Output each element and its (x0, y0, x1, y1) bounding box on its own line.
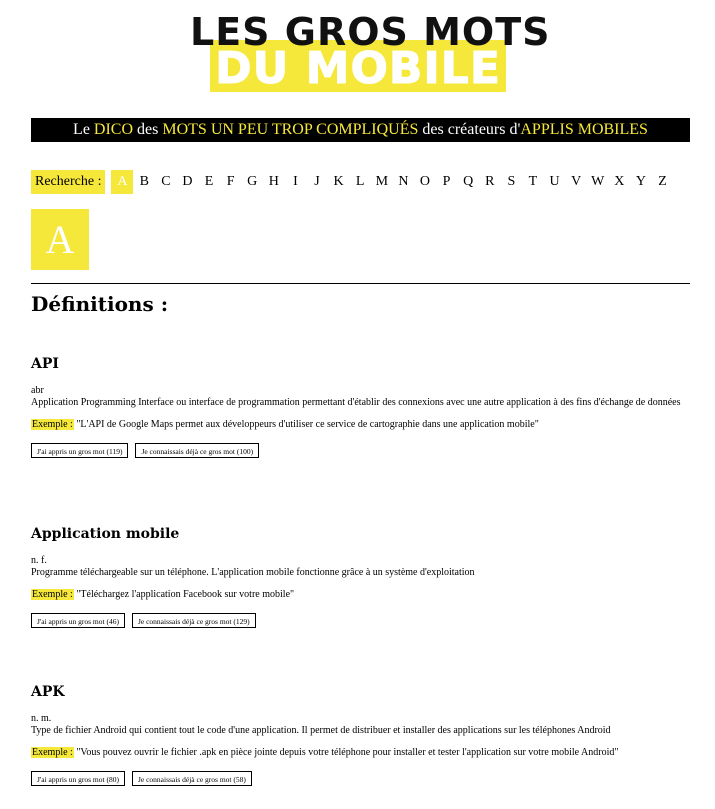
entry-term: API (31, 356, 59, 372)
letter-link-n[interactable]: N (398, 174, 409, 189)
entry-term: Application mobile (31, 526, 180, 542)
letter-link-z[interactable]: Z (658, 174, 667, 189)
alphabet-nav (111, 170, 673, 194)
letter-link-k[interactable]: K (333, 174, 344, 189)
tagline-text-2: des (133, 121, 163, 138)
definitions-heading: Définitions : (31, 292, 169, 316)
entry-vote-buttons (31, 613, 690, 628)
entry-example (31, 747, 690, 759)
tagline-banner (31, 118, 690, 142)
letter-search-bar (31, 170, 673, 194)
letter-link-y[interactable]: Y (635, 174, 646, 189)
entry-definition: Type de fichier Android qui contient tout le code d'une application. Il permet de distribuer et installer des applications sur les téléphones Android (31, 725, 611, 736)
tagline-text-1: Le (73, 121, 94, 138)
definition-entry-application-mobile (31, 525, 690, 628)
entry-term: APK (31, 684, 65, 700)
letter-link-t[interactable]: T (528, 174, 538, 189)
letter-link-i[interactable]: I (293, 174, 298, 189)
entry-definition: Application Programming Interface ou interface de programmation permettant d'établir des connexions avec une autre application à des fins d'échange de données (31, 397, 681, 408)
letter-link-w[interactable]: W (591, 174, 605, 189)
entry-type: abr (31, 385, 44, 396)
search-label: Recherche : (31, 170, 105, 194)
example-label: Exemple : (32, 588, 73, 600)
tagline-highlight-applis: APPLIS MOBILES (520, 121, 648, 138)
letter-link-o[interactable]: O (419, 174, 431, 189)
definition-entry-apk (31, 683, 690, 786)
letter-link-q[interactable]: Q (463, 174, 474, 189)
section-divider (31, 283, 690, 284)
example-label: Exemple : (32, 418, 73, 430)
tagline-highlight-dico: DICO (93, 121, 134, 138)
letter-link-v[interactable]: V (571, 174, 582, 189)
tagline-highlight-mots: MOTS UN PEU TROP COMPLIQUÉS (162, 121, 419, 138)
definition-entry-api (31, 355, 690, 458)
example-text: "L'API de Google Maps permet aux développeurs d'utiliser ce service de cartographie dans une application mobile" (76, 418, 539, 430)
letter-link-l[interactable]: L (355, 174, 365, 189)
letter-link-g[interactable]: G (247, 174, 258, 189)
letter-link-f[interactable]: F (226, 174, 235, 189)
current-letter-badge: A (31, 209, 89, 270)
site-logo[interactable] (0, 0, 715, 100)
example-text: "Vous pouvez ouvrir le fichier .apk en pièce jointe depuis votre téléphone pour installer et tester l'application sur votre mobile Android" (76, 746, 619, 758)
logo-line1: LES GROS MOTS (190, 10, 551, 54)
letter-link-m[interactable]: M (375, 174, 389, 189)
letter-link-e[interactable]: E (204, 174, 214, 189)
known-word-button[interactable]: Je connaissais déjà ce gros mot (100) (135, 443, 259, 458)
letter-link-p[interactable]: P (442, 174, 451, 189)
entry-example (31, 589, 690, 601)
learned-word-button[interactable]: J'ai appris un gros mot (80) (31, 771, 125, 786)
known-word-button[interactable]: Je connaissais déjà ce gros mot (58) (132, 771, 252, 786)
letter-link-h[interactable]: H (268, 174, 279, 189)
letter-link-u[interactable]: U (549, 174, 560, 189)
learned-word-button[interactable]: J'ai appris un gros mot (46) (31, 613, 125, 628)
known-word-button[interactable]: Je connaissais déjà ce gros mot (129) (132, 613, 256, 628)
letter-link-c[interactable]: C (161, 174, 171, 189)
letter-link-r[interactable]: R (485, 174, 495, 189)
letter-link-a[interactable]: A (111, 170, 133, 194)
learned-word-button[interactable]: J'ai appris un gros mot (119) (31, 443, 128, 458)
entry-vote-buttons (31, 443, 690, 458)
tagline-text-3: des créateurs d' (418, 121, 521, 138)
entry-type: n. m. (31, 713, 52, 724)
example-label: Exemple : (32, 746, 73, 758)
example-text: "Téléchargez l'application Facebook sur votre mobile" (76, 588, 295, 600)
letter-link-x[interactable]: X (614, 174, 625, 189)
letter-link-d[interactable]: D (182, 174, 193, 189)
entry-type: n. f. (31, 555, 47, 566)
entry-vote-buttons (31, 771, 690, 786)
letter-link-b[interactable]: B (139, 174, 149, 189)
entry-example (31, 419, 690, 431)
letter-link-s[interactable]: S (507, 174, 516, 189)
letter-link-j[interactable]: J (314, 174, 320, 189)
entry-definition: Programme téléchargeable sur un téléphone. L'application mobile fonctionne grâce à un système d'exploitation (31, 567, 475, 578)
logo-line2: DU MOBILE (215, 43, 501, 94)
